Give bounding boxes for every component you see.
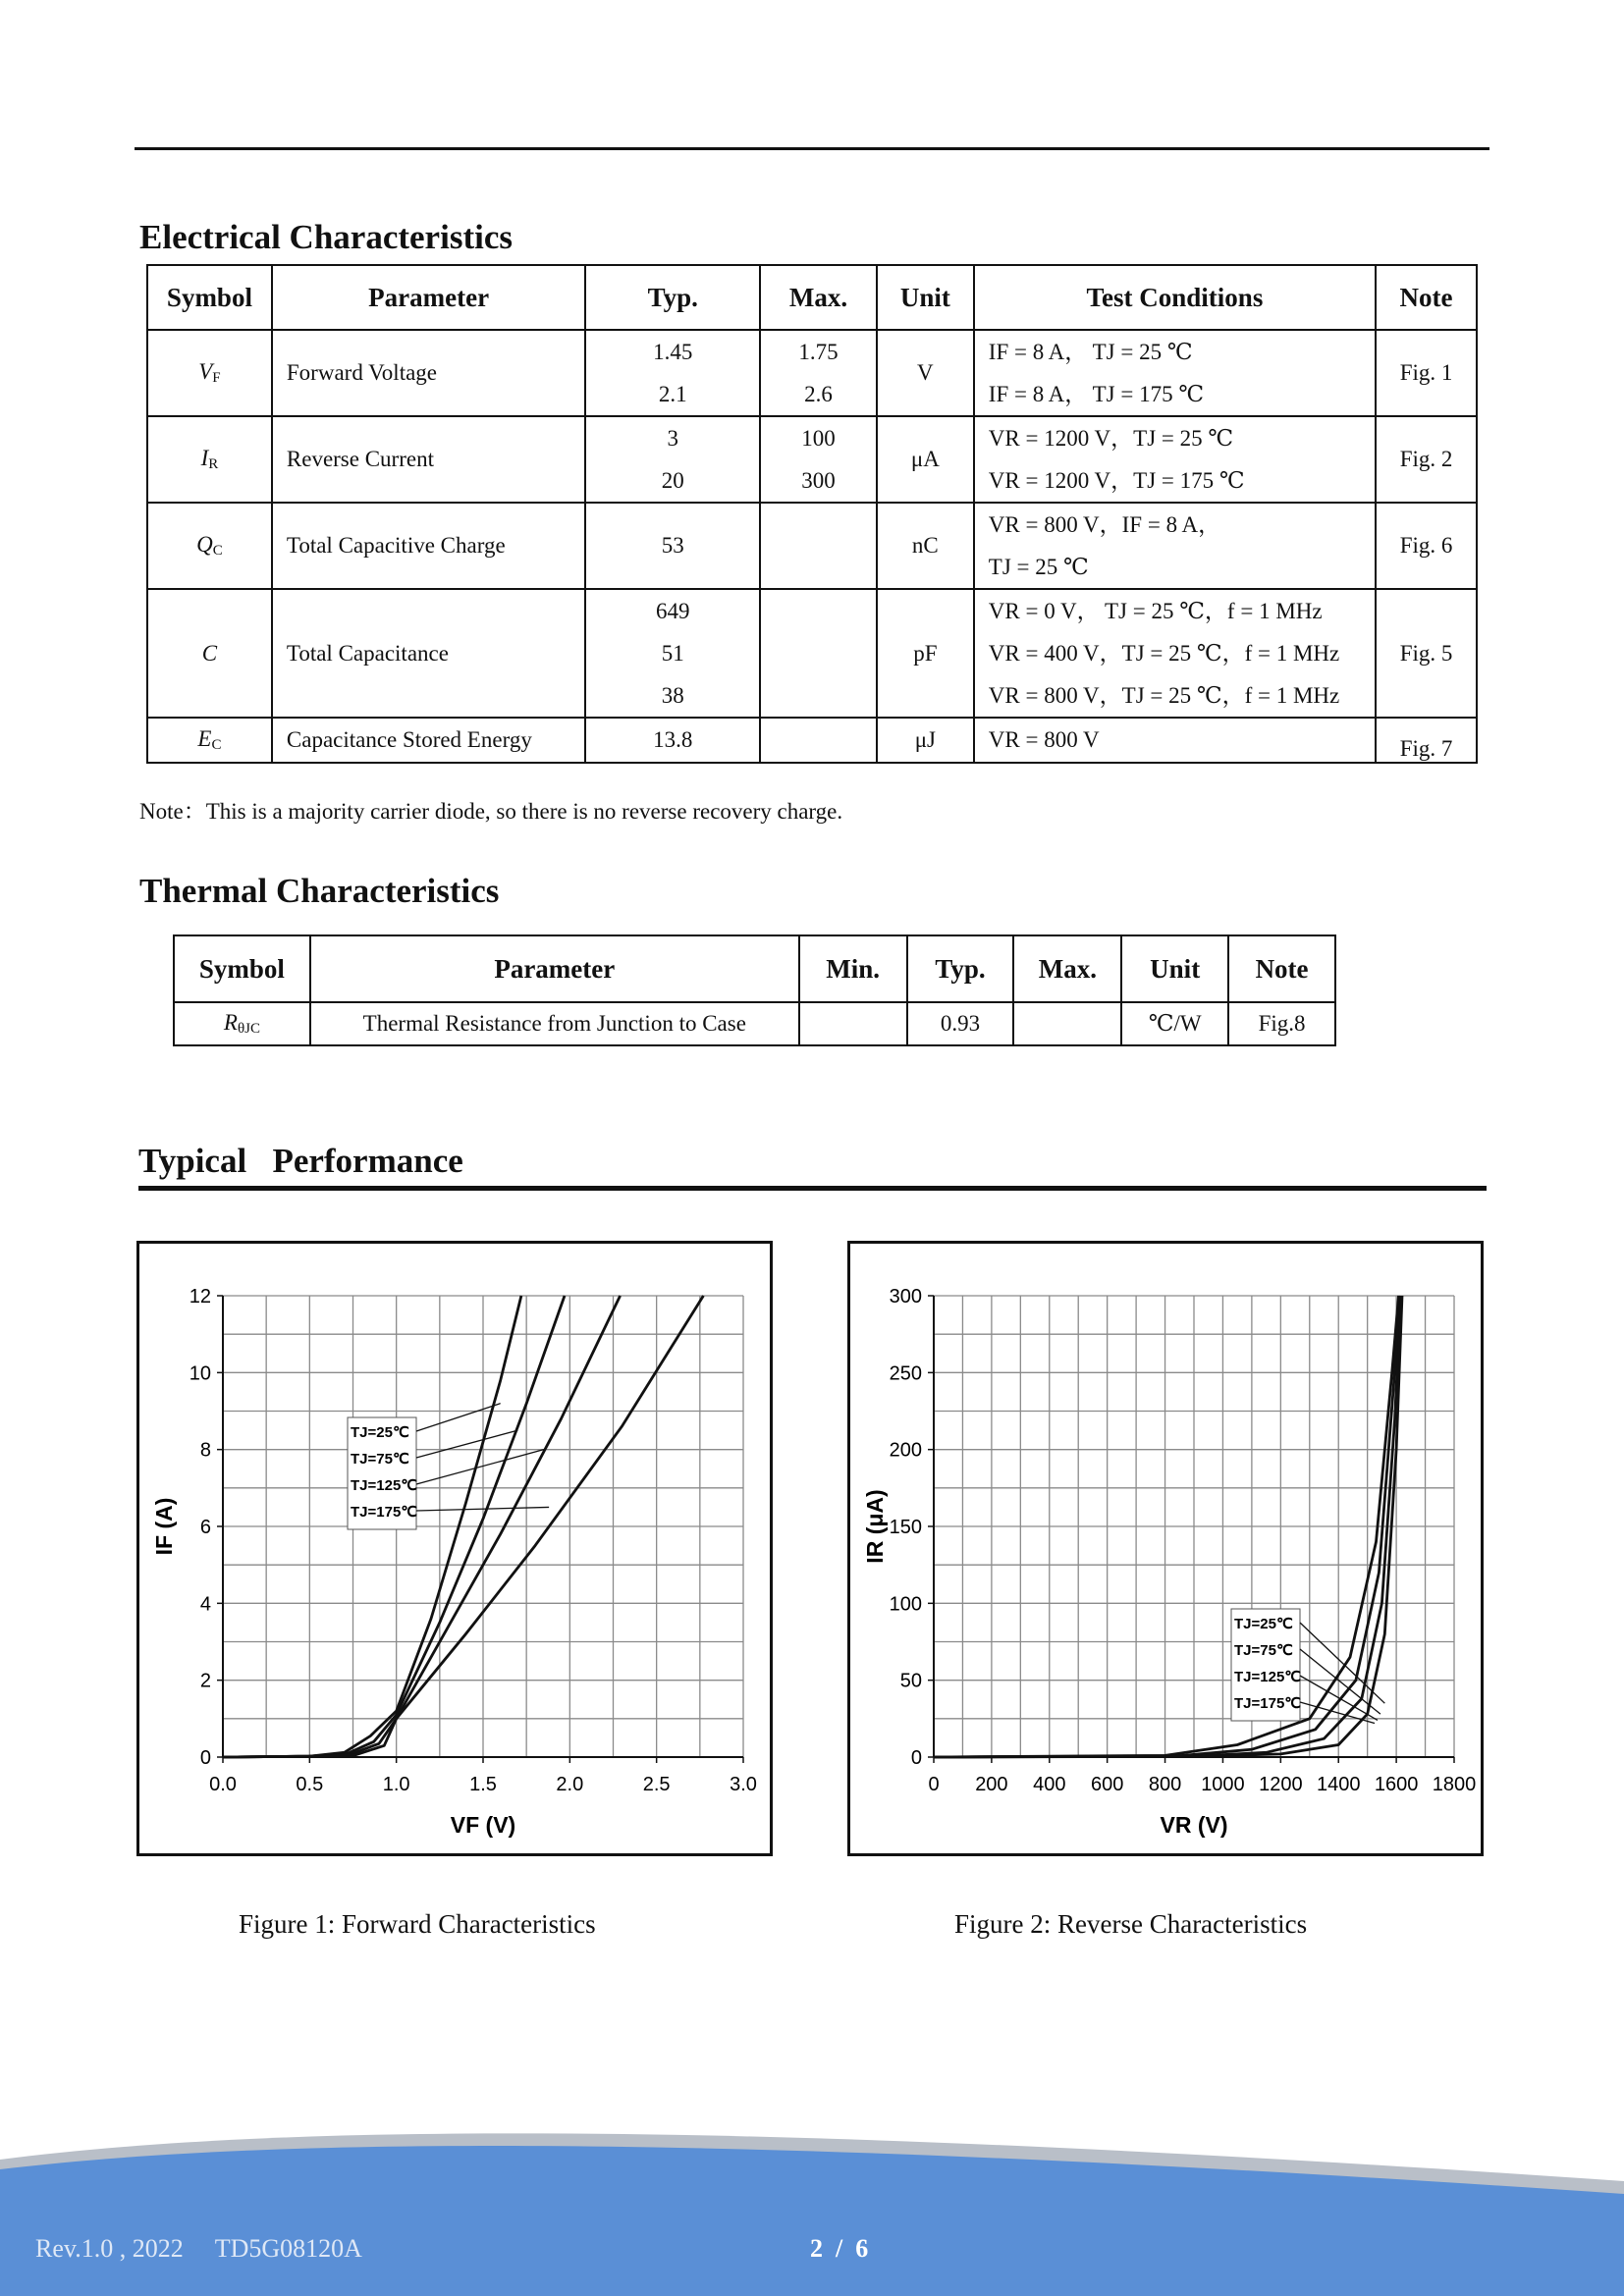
- footer-page-number: 2 / 6: [810, 2234, 869, 2263]
- x-tick-label: 200: [975, 1774, 1008, 1795]
- note-cell: Fig. 1: [1376, 330, 1477, 416]
- conditions-cell: VR = 800 V，IF = 8 A， TJ = 25 ℃: [974, 503, 1376, 589]
- max-cell: [760, 503, 877, 589]
- max-cell: [760, 589, 877, 718]
- parameter-cell: Reverse Current: [272, 416, 586, 503]
- max-cell: 100 300: [760, 416, 877, 503]
- note-cell: Fig. 7: [1376, 718, 1477, 763]
- table-row: [147, 330, 1477, 416]
- y-axis-label: IR (μA): [862, 1489, 888, 1564]
- col-header: Note: [1376, 265, 1477, 330]
- y-tick-label: 2: [199, 1670, 211, 1692]
- note-cell: Fig.8: [1228, 1002, 1335, 1045]
- x-tick-label: 1.0: [382, 1774, 410, 1795]
- plot-area: [862, 1286, 1476, 1838]
- col-header: Symbol: [147, 265, 272, 330]
- plot-area: [151, 1286, 757, 1838]
- symbol-cell: C: [147, 589, 272, 718]
- conditions-cell: VR = 0 V， TJ = 25 ℃，f = 1 MHz VR = 400 V，TJ = 25 ℃，f = 1 MHz VR = 800 V，TJ = 25 ℃，f = 1 MHz: [974, 589, 1376, 718]
- max-cell: [760, 718, 877, 763]
- x-tick-label: 1800: [1432, 1774, 1477, 1795]
- legend-entry: TJ=25℃: [1234, 1616, 1293, 1632]
- col-header: Max.: [760, 265, 877, 330]
- y-tick-label: 6: [199, 1517, 211, 1538]
- footer-revision: Rev.1.0 , 2022 TD5G08120A: [35, 2234, 362, 2263]
- figure-1-caption: Figure 1: Forward Characteristics: [239, 1909, 596, 1939]
- table-row: [147, 416, 1477, 503]
- y-tick-label: 300: [889, 1286, 922, 1308]
- note-cell: Fig. 5: [1376, 589, 1477, 718]
- x-tick-label: 1200: [1259, 1774, 1303, 1795]
- parameter-cell: Total Capacitive Charge: [272, 503, 586, 589]
- x-tick-label: 0: [928, 1774, 940, 1795]
- x-tick-label: 1000: [1201, 1774, 1245, 1795]
- typ-cell: 1.45 2.1: [585, 330, 760, 416]
- parameter-cell: Total Capacitance: [272, 589, 586, 718]
- unit-cell: ℃/W: [1121, 1002, 1228, 1045]
- table-row: [147, 589, 1477, 718]
- max-cell: [1013, 1002, 1121, 1045]
- y-axis-label: IF (A): [151, 1497, 177, 1556]
- y-tick-label: 12: [189, 1286, 211, 1308]
- x-tick-label: 0.0: [209, 1774, 237, 1795]
- legend-entry: TJ=75℃: [351, 1451, 409, 1468]
- note-cell: Fig. 6: [1376, 503, 1477, 589]
- forward-characteristics-chart: [139, 1244, 776, 1859]
- forward-chart-frame: [136, 1241, 773, 1856]
- reverse-characteristics-chart: [850, 1244, 1487, 1859]
- x-tick-label: 0.5: [296, 1774, 324, 1795]
- col-header: Unit: [877, 265, 974, 330]
- figure-2-caption: Figure 2: Reverse Characteristics: [954, 1909, 1308, 1939]
- legend-leader: [416, 1430, 517, 1458]
- thermal-table: [173, 934, 1336, 1046]
- typ-cell: 53: [585, 503, 760, 589]
- unit-cell: pF: [877, 589, 974, 718]
- x-tick-label: 800: [1148, 1774, 1182, 1795]
- footer-band: [0, 2120, 1624, 2296]
- x-axis-label: VF (V): [450, 1812, 516, 1838]
- x-tick-label: 2.0: [556, 1774, 584, 1795]
- typ-cell: 0.93: [907, 1002, 1014, 1045]
- conditions-cell: VR = 1200 V，TJ = 25 ℃ VR = 1200 V，TJ = 175 ℃: [974, 416, 1376, 503]
- parameter-cell: Thermal Resistance from Junction to Case: [310, 1002, 799, 1045]
- symbol-cell: $R_{\theta JC}$: [174, 1002, 310, 1045]
- legend-entry: TJ=175℃: [351, 1504, 418, 1521]
- col-header: Min.: [799, 935, 907, 1002]
- y-tick-label: 250: [889, 1362, 922, 1385]
- y-tick-label: 150: [889, 1517, 922, 1538]
- table-row: [174, 1002, 1335, 1045]
- conditions-cell: IF = 8 A， TJ = 25 ℃ IF = 8 A， TJ = 175 ℃: [974, 330, 1376, 416]
- typ-cell: 13.8: [585, 718, 760, 763]
- legend-leader: [1300, 1623, 1384, 1703]
- col-header: Parameter: [310, 935, 799, 1002]
- unit-cell: V: [877, 330, 974, 416]
- col-header: Typ.: [585, 265, 760, 330]
- symbol-cell: $Q_C$: [147, 503, 272, 589]
- y-tick-label: 10: [189, 1362, 211, 1385]
- unit-cell: nC: [877, 503, 974, 589]
- footer-wave: [0, 2120, 1624, 2296]
- x-tick-label: 3.0: [730, 1774, 757, 1795]
- electrical-title: Electrical Characteristics: [139, 218, 513, 256]
- symbol-cell: $E_C$: [147, 718, 272, 763]
- y-tick-label: 0: [199, 1747, 211, 1769]
- y-tick-label: 200: [889, 1439, 922, 1462]
- legend-leader: [1300, 1649, 1380, 1714]
- parameter-cell: Forward Voltage: [272, 330, 586, 416]
- symbol-cell: $I_R$: [147, 416, 272, 503]
- legend-entry: TJ=175℃: [1234, 1695, 1302, 1712]
- x-tick-label: 1.5: [469, 1774, 497, 1795]
- max-cell: 1.75 2.6: [760, 330, 877, 416]
- unit-cell: μJ: [877, 718, 974, 763]
- conditions-cell: VR = 800 V: [974, 718, 1376, 763]
- typ-cell: 3 20: [585, 416, 760, 503]
- electrical-table: [146, 264, 1478, 764]
- x-tick-label: 2.5: [642, 1774, 671, 1795]
- thermal-title: Thermal Characteristics: [139, 872, 500, 910]
- col-header: Unit: [1121, 935, 1228, 1002]
- col-header: Test Conditions: [974, 265, 1376, 330]
- symbol-cell: $V_F$: [147, 330, 272, 416]
- performance-rule: [138, 1186, 1487, 1191]
- footer-part-number: TD5G08120A: [214, 2234, 362, 2263]
- x-tick-label: 600: [1090, 1774, 1124, 1795]
- table-row: [147, 503, 1477, 589]
- table-row: [147, 718, 1477, 763]
- unit-cell: μA: [877, 416, 974, 503]
- performance-title: Typical Performance: [138, 1142, 463, 1180]
- note-cell: Fig. 2: [1376, 416, 1477, 503]
- legend: [1231, 1609, 1384, 1724]
- legend-entry: TJ=125℃: [1234, 1669, 1302, 1685]
- x-tick-label: 1400: [1316, 1774, 1361, 1795]
- legend-entry: TJ=75℃: [1234, 1642, 1293, 1659]
- col-header: Typ.: [907, 935, 1014, 1002]
- col-header: Symbol: [174, 935, 310, 1002]
- legend-entry: TJ=125℃: [351, 1477, 418, 1494]
- min-cell: [799, 1002, 907, 1045]
- x-tick-label: 400: [1033, 1774, 1066, 1795]
- y-tick-label: 0: [910, 1747, 922, 1769]
- electrical-footnote: Note：This is a majority carrier diode, so there is no reverse recovery charge.: [139, 799, 843, 824]
- y-tick-label: 4: [199, 1593, 211, 1616]
- y-tick-label: 50: [899, 1670, 922, 1692]
- reverse-chart-frame: [847, 1241, 1484, 1856]
- header-rule: [135, 147, 1489, 150]
- typ-cell: 649 51 38: [585, 589, 760, 718]
- col-header: Max.: [1013, 935, 1121, 1002]
- x-tick-label: 1600: [1374, 1774, 1419, 1795]
- electrical-header-row: [147, 265, 1477, 330]
- legend-entry: TJ=25℃: [351, 1424, 409, 1441]
- thermal-header-row: [174, 935, 1335, 1002]
- x-axis-label: VR (V): [1160, 1812, 1228, 1838]
- col-header: Note: [1228, 935, 1335, 1002]
- parameter-cell: Capacitance Stored Energy: [272, 718, 586, 763]
- y-tick-label: 8: [199, 1439, 211, 1462]
- y-tick-label: 100: [889, 1593, 922, 1616]
- col-header: Parameter: [272, 265, 586, 330]
